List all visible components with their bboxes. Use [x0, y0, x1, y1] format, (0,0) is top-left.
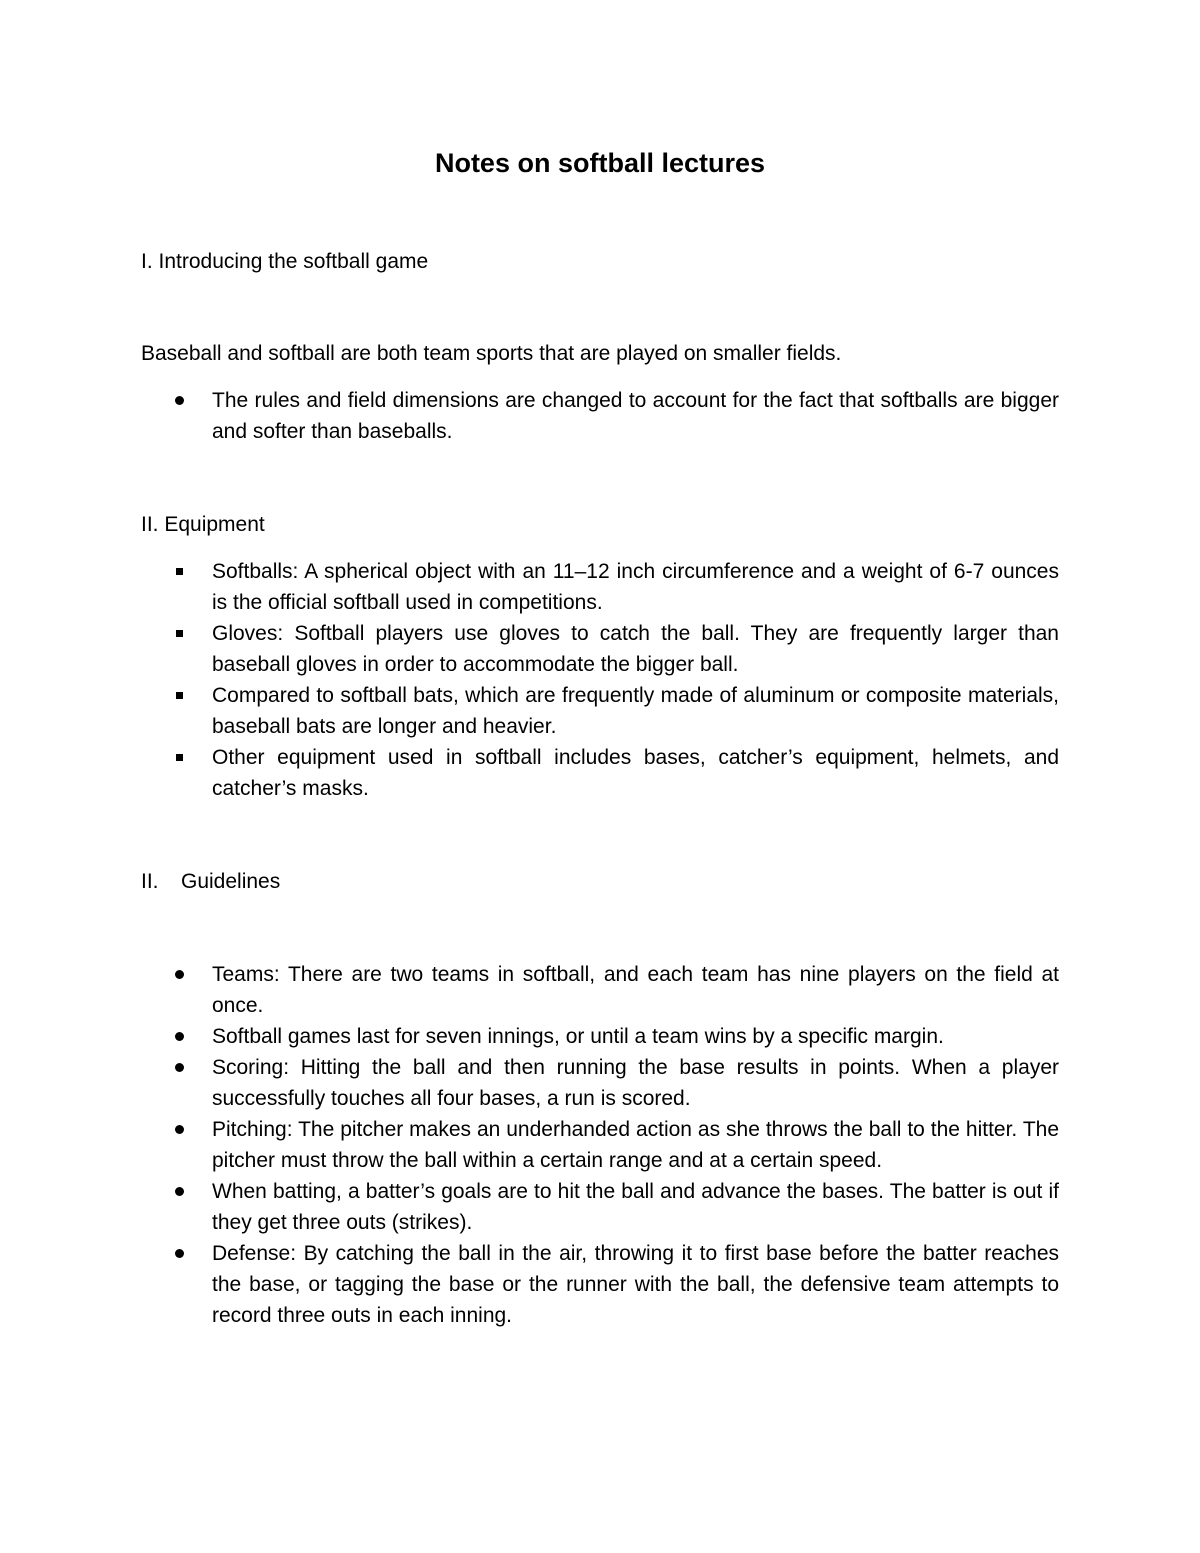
list-item: Defense: By catching the ball in the air, throwing it to first base before the batter reaches the base, or tagging the base or the runner with the ball, the defensive team attempts to record three outs in each inning. — [141, 1238, 1059, 1331]
section-heading-introduction: I. Introducing the softball game — [141, 250, 429, 273]
bullet-dot-icon — [173, 1021, 193, 1052]
equipment-bullet-list — [141, 556, 1059, 804]
bullet-square-icon — [173, 556, 193, 587]
bullet-dot-icon — [173, 959, 193, 990]
section-number: II. — [141, 870, 159, 893]
list-item: Teams: There are two teams in softball, and each team has nine players on the field at once. — [141, 959, 1059, 1021]
bullet-square-icon — [173, 742, 193, 773]
list-item: Pitching: The pitcher makes an underhanded action as she throws the ball to the hitter. The pitcher must throw the ball within a certain range and at a certain speed. — [141, 1114, 1059, 1176]
list-item: Softballs: A spherical object with an 11–12 inch circumference and a weight of 6-7 ounces is the official softball used in competitions. — [141, 556, 1059, 618]
section-heading-equipment: II. Equipment — [141, 513, 265, 536]
guidelines-bullet-list — [141, 959, 1059, 1331]
intro-paragraph: Baseball and softball are both team sports that are played on smaller fields. — [141, 342, 842, 365]
list-item: When batting, a batter’s goals are to hit the ball and advance the bases. The batter is out if they get three outs (strikes). — [141, 1176, 1059, 1238]
bullet-dot-icon — [173, 1238, 193, 1269]
bullet-dot-icon — [173, 1176, 193, 1207]
bullet-dot-icon — [173, 1052, 193, 1083]
page-title: Notes on softball lectures — [434, 148, 766, 178]
list-item: Gloves: Softball players use gloves to catch the ball. They are frequently larger than baseball gloves in order to accommodate the bigger ball. — [141, 618, 1059, 680]
list-item: Softball games last for seven innings, or until a team wins by a specific margin. — [141, 1021, 1059, 1052]
section-heading-guidelines — [141, 866, 280, 897]
intro-bullet-list — [141, 385, 1059, 447]
section-title: Guidelines — [181, 870, 281, 893]
bullet-square-icon — [173, 618, 193, 649]
list-item: Compared to softball bats, which are frequently made of aluminum or composite materials, baseball bats are longer and heavier. — [141, 680, 1059, 742]
bullet-square-icon — [173, 680, 193, 711]
bullet-dot-icon — [173, 385, 193, 416]
list-item: Other equipment used in softball includes bases, catcher’s equipment, helmets, and catcher’s masks. — [141, 742, 1059, 804]
list-item: Scoring: Hitting the ball and then running the base results in points. When a player successfully touches all four bases, a run is scored. — [141, 1052, 1059, 1114]
list-item: The rules and field dimensions are changed to account for the fact that softballs are bigger and softer than baseballs. — [141, 385, 1059, 447]
bullet-dot-icon — [173, 1114, 193, 1145]
